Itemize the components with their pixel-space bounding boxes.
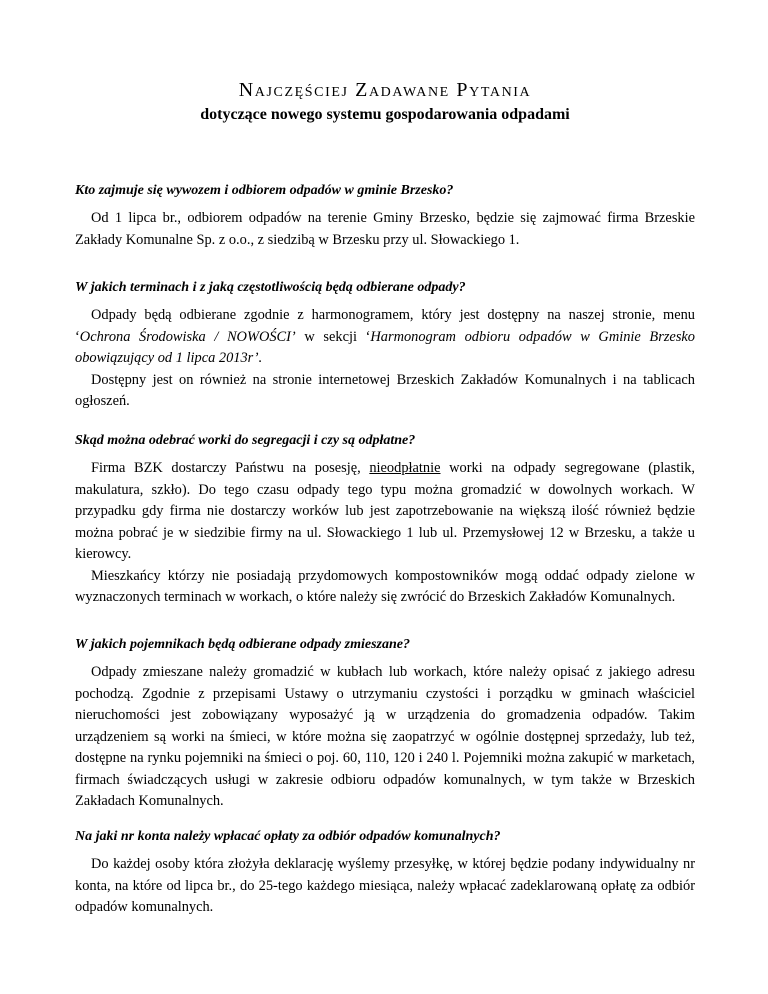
faq-question: Na jaki nr konta należy wpłacać opłaty za odbiór odpadów komunalnych? <box>75 829 501 844</box>
faq-item-bags <box>75 430 695 609</box>
document-title: Najczęściej Zadawane Pytania <box>238 79 532 101</box>
faq-answer: Od 1 lipca br., odbiorem odpadów na terenie Gminy Brzesko, będzie się zajmować firma Brzeskie Zakłady Komunalne Sp. z o.o., z siedzibą w Brzesku przy ul. Słowackiego 1. <box>75 210 695 248</box>
faq-answer: Do każdej osoby która złożyła deklarację wyślemy przesyłkę, w której będzie podany indywidualny nr konta, na które od lipca br., do 25-tego każdego miesiąca, należy wpłacać zadeklarowaną opłatę za odbiór odpadów komunalnych. <box>75 856 695 915</box>
section-reference: Harmonogram odbioru odpadów w Gminie Brzesko obowiązujący od 1 lipca 2013r’. <box>75 328 695 366</box>
document-subtitle: dotyczące nowego systemu gospodarowania odpadami <box>200 106 570 123</box>
faq-question: W jakich terminach i z jaką częstotliwością będą odbierane odpady? <box>75 280 466 295</box>
free-of-charge-emphasis: nieodpłatnie <box>369 460 441 476</box>
faq-question: W jakich pojemnikach będą odbierane odpady zmieszane? <box>75 637 410 652</box>
menu-reference: Ochrona Środowiska / NOWOŚCI’ <box>79 328 296 345</box>
faq-answer <box>75 305 695 370</box>
answer-text: w sekcji ‘ <box>295 328 371 345</box>
faq-item-collection <box>75 180 695 251</box>
faq-item-containers <box>75 634 695 813</box>
faq-question: Skąd można odebrać worki do segregacji i czy są odpłatne? <box>75 433 416 448</box>
answer-text: Firma BZK dostarczy Państwu na posesję, <box>91 460 370 476</box>
faq-answer: Odpady zmieszane należy gromadzić w kubłach lub workach, które należy opisać z jakiego adresu pochodzą. Zgodnie z przepisami Ustawy o utrzymaniu czystości i porządku w gminach właściciel nieruchomości jest zobowiązany wyposażyć ją w urządzenia do gromadzenia odpadów. Takim urządzeniem są worki na śmieci, w które można się zaopatrzyć w ogólnie dostępnej sprzedaży, lub też, dostępne na rynku pojemniki na śmieci o poj. 60, 110, 120 i 240 l. Pojemniki można zakupić w marketach, firmach świadczących usługi w zakresie odbioru odpadów komunalnych, w tym także w Brzeskich Zakładach Komunalnych. <box>75 664 695 809</box>
faq-question: Kto zajmuje się wywozem i odbiorem odpadów w gminie Brzesko? <box>75 183 454 198</box>
faq-item-schedule <box>75 277 695 413</box>
faq-answer-continued: Dostępny jest on również na stronie internetowej Brzeskich Zakładów Komunalnych i na tablicach ogłoszeń. <box>75 371 695 409</box>
answer-text: worki na odpady segregowane (plastik, makulatura, szkło). Do tego czasu odpady tego typu można gromadzić w dowolnych workach. W przypadku gdy firma nie dostarczy worków lub jest zapotrzebowanie na większą ilość również będzie można pobrać je w siedzibie firmy na ul. Słowackiego 1 lub ul. Przemysłowej 12 w Brzesku, a także u kierowcy. <box>75 460 695 562</box>
answer-text: Odpady będą odbierane zgodnie z harmonogramem, który jest dostępny na naszej stronie, menu ‘ <box>75 307 695 345</box>
faq-answer <box>75 458 695 566</box>
faq-answer-continued: Mieszkańcy którzy nie posiadają przydomowych kompostowników mogą oddać odpady zielone w wyznaczonych terminach w workach, o które należy się zwrócić do Brzeskich Zakładów Komunalnych. <box>75 567 695 605</box>
faq-item-account <box>75 826 695 919</box>
